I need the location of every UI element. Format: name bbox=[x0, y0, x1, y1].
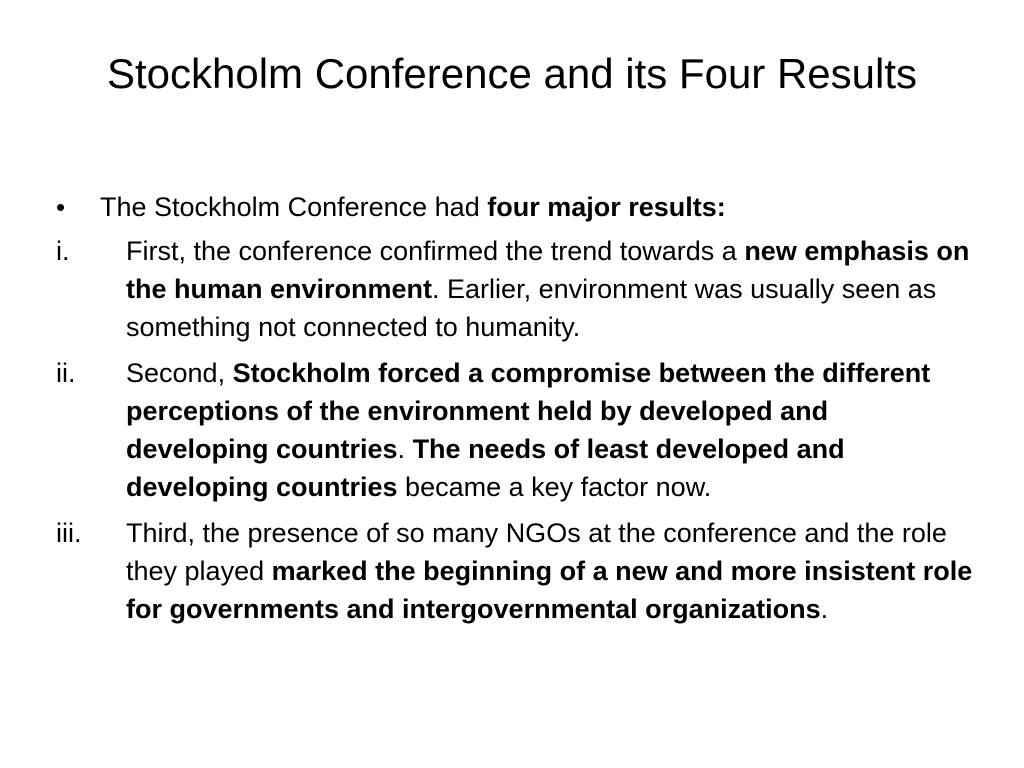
list-item-number: i. bbox=[56, 236, 70, 266]
list-item-number: iii. bbox=[56, 518, 82, 548]
emphasis-text: new emphasis on the human environment bbox=[126, 236, 970, 304]
slide-title: Stockholm Conference and its Four Results bbox=[106, 50, 918, 97]
plain-text: Second, bbox=[126, 358, 233, 388]
list-item-text bbox=[126, 354, 976, 506]
intro-bold: four major results: bbox=[487, 192, 726, 222]
list-item bbox=[56, 354, 976, 506]
list-item-number: ii. bbox=[56, 358, 76, 388]
plain-text: . Earlier, environment was usually seen as something not connected to humanity. bbox=[126, 274, 937, 342]
list-item bbox=[56, 232, 976, 346]
plain-text: First, the conference confirmed the trend towards a bbox=[126, 236, 745, 266]
slide-body bbox=[56, 188, 976, 636]
plain-text: . bbox=[820, 594, 829, 624]
plain-text: Third, the presence of so many NGOs at the conference and the role they played bbox=[126, 518, 947, 586]
emphasis-text: The needs of least developed and developing countries bbox=[126, 434, 845, 502]
intro-text bbox=[100, 188, 976, 226]
intro-bullet bbox=[56, 188, 976, 226]
emphasis-text: Stockholm forced a compromise between the different perceptions of the environment held by developed and developing countries bbox=[126, 358, 931, 464]
list-item-text bbox=[126, 514, 976, 628]
plain-text: became a key factor now. bbox=[397, 472, 712, 502]
emphasis-text: marked the beginning of a new and more insistent role for governments and intergovernmental organizations bbox=[126, 556, 973, 624]
bullet-icon: • bbox=[56, 192, 66, 222]
plain-text: . bbox=[397, 434, 413, 464]
list-item bbox=[56, 514, 976, 628]
numbered-list bbox=[56, 232, 976, 628]
intro-plain: The Stockholm Conference had bbox=[100, 192, 488, 222]
list-item-text bbox=[126, 232, 976, 346]
